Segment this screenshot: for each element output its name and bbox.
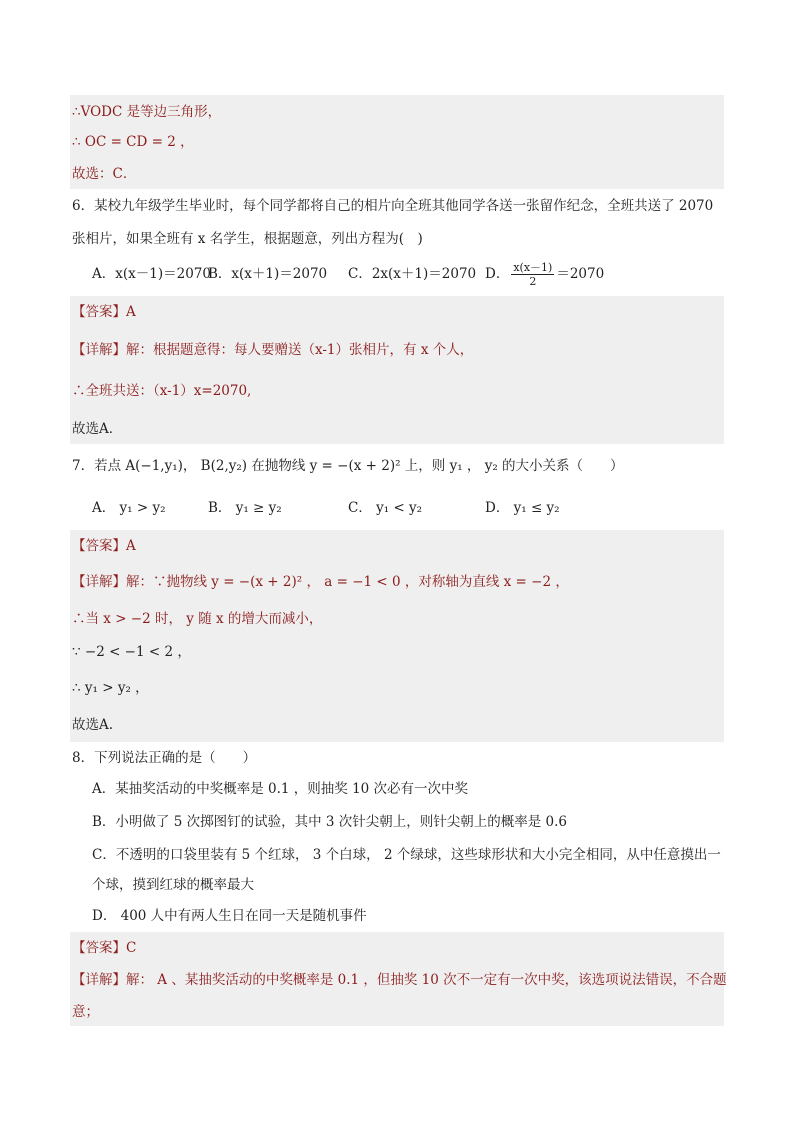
- q6-option-b: B．x(x＋1)＝2070: [208, 266, 328, 282]
- q7-answer: 【答案】A: [72, 538, 136, 554]
- q6-option-d-fraction: [511, 261, 554, 288]
- q8-option-c-line-2: 个球，摸到红球的概率最大: [92, 877, 254, 893]
- prev-line-2: ∴ OC = CD = 2 ，: [72, 134, 194, 150]
- q6-answer: 【答案】A: [72, 304, 136, 320]
- q6-option-d-numerator: x(x－1): [513, 261, 553, 274]
- q6-stem-line-1: 6．某校九年级学生毕业时，每个同学都将自己的相片向全班其他同学各送一张留作纪念，全班共送了 2070: [72, 198, 714, 214]
- q8-stem: 8．下列说法正确的是（ ）: [72, 750, 257, 766]
- q7-detail-line-4: ∴ y₁ > y₂ ，: [72, 680, 149, 696]
- q8-answer: 【答案】C: [72, 940, 137, 956]
- prev-conclusion: 故选：C．: [72, 166, 137, 182]
- q7-option-c: C． y₁ < y₂: [348, 500, 423, 516]
- q7-option-a: A． y₁ > y₂: [92, 500, 166, 516]
- q7-detail: 【详解】解：∵抛物线 y = −(x + 2)² ， a = −1 < 0 ，对称轴为直线 x = −2 ，: [72, 574, 569, 590]
- q6-option-d-label: D．: [485, 266, 510, 282]
- q7-detail-line-3: ∵ −2 < −1 < 2 ，: [72, 644, 191, 660]
- q6-conclusion: 故选A．: [72, 421, 123, 437]
- q6-option-d-rhs: ＝2070: [556, 266, 605, 282]
- q7-option-b: B． y₁ ≥ y₂: [208, 500, 282, 516]
- q7-detail-line-2: ∴当 x > −2 时， y 随 x 的增大而减小，: [72, 611, 323, 627]
- q6-option-d: [485, 256, 604, 292]
- q8-detail-line-1: 【详解】解： A 、某抽奖活动的中奖概率是 0.1 ，但抽奖 10 次不一定有一次中奖，该选项说法错误，不合题: [72, 972, 727, 988]
- q7-conclusion: 故选A.: [72, 717, 114, 733]
- q7-stem: 7．若点 A(−1,y₁)， B(2,y₂) 在抛物线 y = −(x + 2)² 上，则 y₁ ， y₂ 的大小关系（ ）: [72, 458, 624, 474]
- q6-answer-block: [70, 296, 724, 444]
- q8-option-a: A．某抽奖活动的中奖概率是 0.1 ，则抽奖 10 次必有一次中奖: [92, 781, 469, 797]
- q7-answer-block: [70, 530, 724, 742]
- q6-option-c: C．2x(x＋1)＝2070: [348, 266, 477, 282]
- q8-option-b: B．小明做了 5 次掷图钉的试验，其中 3 次针尖朝上，则针尖朝上的概率是 0.6: [92, 814, 568, 830]
- q8-option-d: D． 400 人中有两人生日在同一天是随机事件: [92, 908, 367, 924]
- q6-option-d-denominator: 2: [529, 275, 537, 288]
- q7-option-d: D． y₁ ≤ y₂: [485, 500, 560, 516]
- q8-option-c-line-1: C．不透明的口袋里装有 5 个红球， 3 个白球， 2 个绿球，这些球形状和大小完全相同，从中任意摸出一: [92, 847, 721, 863]
- q6-detail-line-2: ∴全班共送：（x-1）x=2070,: [72, 383, 252, 399]
- q8-detail-line-2: 意；: [72, 1004, 99, 1020]
- q6-detail: 【详解】解：根据题意得：每人要赠送（x-1）张相片，有 x 个人，: [72, 342, 474, 358]
- q6-stem-line-2: 张相片，如果全班有 x 名学生，根据题意，列出方程为( ): [72, 231, 423, 247]
- q6-option-a: A．x(x－1)＝2070: [92, 266, 211, 282]
- prev-line-1: ∴VODC 是等边三角形，: [72, 104, 222, 120]
